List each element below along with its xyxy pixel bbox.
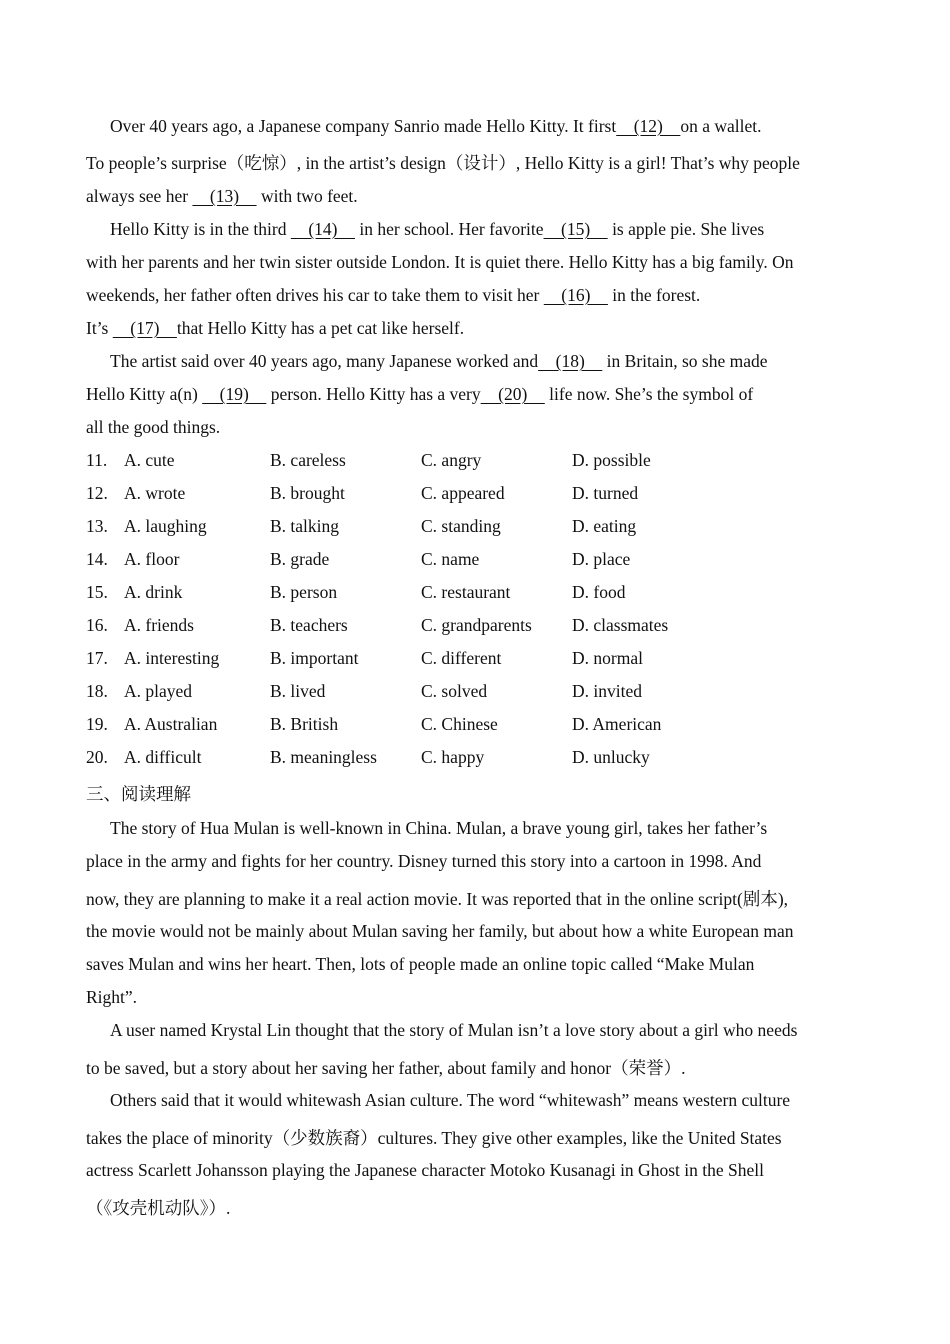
question-number: 12. (86, 483, 108, 503)
passage1-line: with her parents and her twin sister outside London. It is quiet there. Hello Kitty has a big family. On (86, 252, 794, 272)
question-number: 19. (86, 714, 108, 734)
option-b: B. British (270, 714, 339, 734)
question-number: 13. (86, 516, 108, 536)
passage2-line: The story of Hua Mulan is well-known in China. Mulan, a brave young girl, takes her father’s (110, 818, 768, 838)
option-c: C. solved (421, 681, 488, 701)
question-number: 17. (86, 648, 108, 668)
option-c: C. different (421, 648, 502, 668)
option-d: D. invited (572, 681, 642, 701)
blank-17: (17) (112, 318, 177, 338)
option-a: A. interesting (124, 648, 220, 668)
passage1-line: Over 40 years ago, a Japanese company Sanrio made Hello Kitty. It first (12) on a wallet. (110, 116, 762, 136)
passage1-line: Hello Kitty a(n) (19) person. Hello Kitty has a very (20) life now. She’s the symbol of (86, 384, 754, 404)
question-number: 15. (86, 582, 108, 602)
passage1-line: always see her (13) with two feet. (86, 186, 358, 206)
question-number: 18. (86, 681, 108, 701)
passage2-line: saves Mulan and wins her heart. Then, lots of people made an online topic called “Make Mulan (86, 954, 755, 974)
option-d: D. classmates (572, 615, 669, 635)
option-b: B. meaningless (270, 747, 377, 767)
blank-15: (15) (543, 219, 608, 239)
option-b: B. talking (270, 516, 340, 536)
option-b: B. important (270, 648, 359, 668)
option-c: C. happy (421, 747, 485, 767)
passage2-line: to be saved, but a story about her saving her father, about family and honor（荣誉）. (86, 1058, 686, 1078)
option-a: A. floor (124, 549, 180, 569)
option-a: A. laughing (124, 516, 207, 536)
passage1-line: The artist said over 40 years ago, many Japanese worked and (18) in Britain, so she made (110, 351, 768, 371)
passage2-line: takes the place of minority（少数族裔）cultures. They give other examples, like the United States (86, 1128, 782, 1148)
blank-16: (16) (543, 285, 608, 305)
option-a: A. played (124, 681, 193, 701)
option-a: A. difficult (124, 747, 202, 767)
passage1-line: It’s (17) that Hello Kitty has a pet cat like herself. (86, 318, 465, 338)
blank-14: (14) (290, 219, 355, 239)
option-b: B. person (270, 582, 338, 602)
blank-18: (18) (538, 351, 603, 371)
passage2-line: the movie would not be mainly about Mulan saving her family, but about how a white European man (86, 921, 794, 941)
option-c: C. standing (421, 516, 501, 536)
option-a: A. wrote (124, 483, 186, 503)
option-d: D. eating (572, 516, 637, 536)
option-b: B. brought (270, 483, 345, 503)
option-b: B. careless (270, 450, 346, 470)
passage2-line: Others said that it would whitewash Asian culture. The word “whitewash” means western culture (110, 1090, 791, 1110)
passage2-line: A user named Krystal Lin thought that the story of Mulan isn’t a love story about a girl who needs (110, 1020, 798, 1040)
passage1-line: Hello Kitty is in the third (14) in her school. Her favorite (15) is apple pie. She lives (110, 219, 765, 239)
question-number: 11. (86, 450, 108, 470)
option-b: B. grade (270, 549, 330, 569)
option-c: C. name (421, 549, 480, 569)
option-d: D. place (572, 549, 631, 569)
passage1-line: weekends, her father often drives his car to take them to visit her (16) in the forest. (86, 285, 701, 305)
option-d: D. normal (572, 648, 643, 668)
option-b: B. teachers (270, 615, 348, 635)
blank-20: (20) (480, 384, 545, 404)
blank-19: (19) (202, 384, 267, 404)
passage2-line: （《攻壳机动队》）. (86, 1198, 231, 1218)
passage2-line: place in the army and fights for her country. Disney turned this story into a cartoon in 1998. And (86, 851, 762, 871)
question-number: 16. (86, 615, 108, 635)
passage1-line: all the good things. (86, 417, 221, 437)
blank-13: (13) (192, 186, 257, 206)
question-number: 14. (86, 549, 108, 569)
passage2-line: now, they are planning to make it a real action movie. It was reported that in the online script(剧本), (86, 889, 789, 909)
question-number: 20. (86, 747, 108, 767)
option-c: C. appeared (421, 483, 505, 503)
option-a: A. cute (124, 450, 175, 470)
option-d: D. food (572, 582, 626, 602)
option-d: D. American (572, 714, 662, 734)
option-a: A. drink (124, 582, 183, 602)
option-b: B. lived (270, 681, 326, 701)
option-c: C. restaurant (421, 582, 511, 602)
passage2-line: actress Scarlett Johansson playing the Japanese character Motoko Kusanagi in Ghost in the Shell (86, 1160, 764, 1180)
option-c: C. angry (421, 450, 482, 470)
option-c: C. grandparents (421, 615, 532, 635)
passage1-line: To people’s surprise（吃惊）, in the artist’s design（设计）, Hello Kitty is a girl! That’s why people (86, 153, 800, 173)
option-d: D. possible (572, 450, 651, 470)
option-d: D. unlucky (572, 747, 650, 767)
option-d: D. turned (572, 483, 639, 503)
blank-12: (12) (616, 116, 681, 136)
option-a: A. friends (124, 615, 194, 635)
option-a: A. Australian (124, 714, 218, 734)
passage2-line: Right”. (86, 987, 138, 1007)
section-heading: 三、阅读理解 (86, 784, 191, 804)
option-c: C. Chinese (421, 714, 498, 734)
